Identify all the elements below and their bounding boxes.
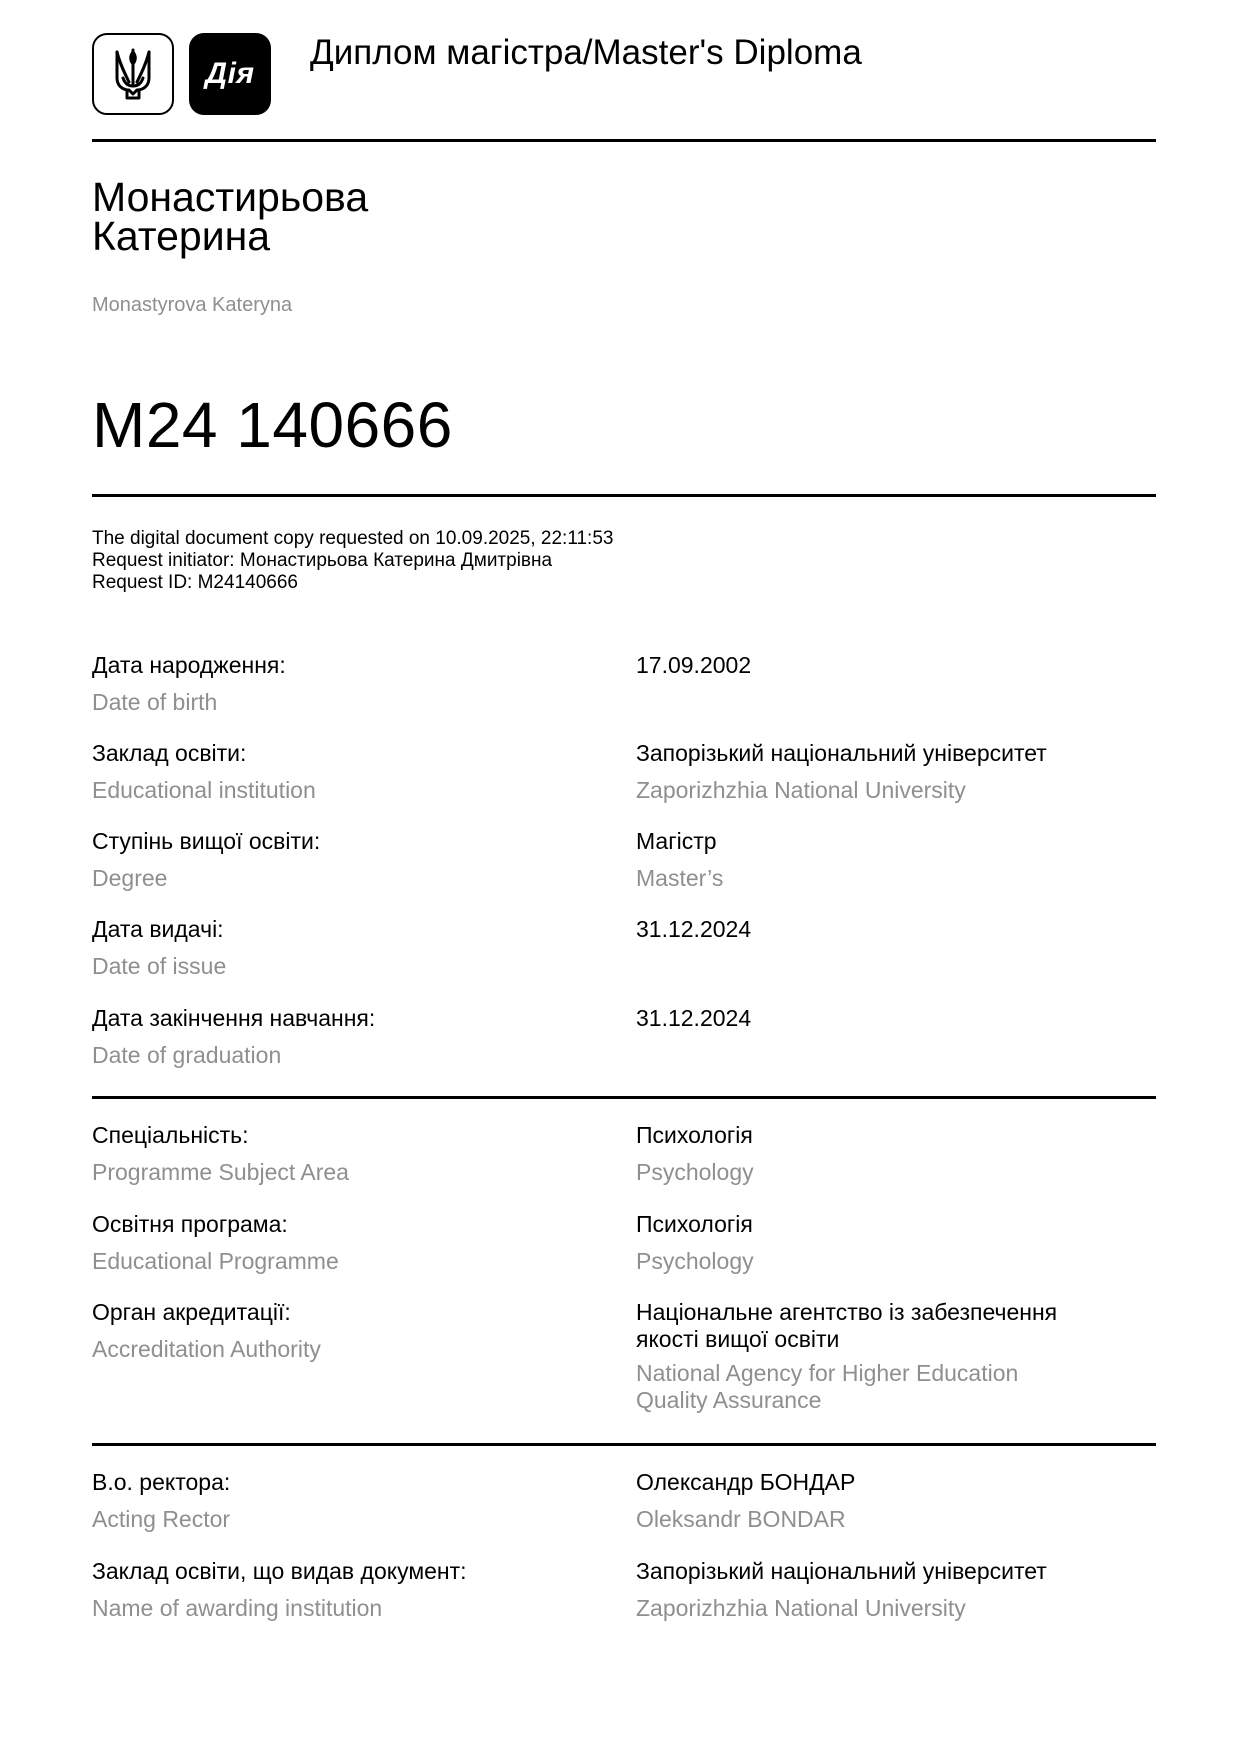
field-value-en: Oleksandr BONDAR — [636, 1506, 846, 1532]
field-value-en: Master’s — [636, 865, 724, 891]
document-number: M24 140666 — [92, 389, 453, 461]
field-label-ua: В.о. ректора: — [92, 1469, 231, 1495]
field-value-ua: Запорізький національний університет — [636, 740, 1047, 766]
field-label-ua: Спеціальність: — [92, 1122, 249, 1148]
divider — [92, 1096, 1156, 1099]
document-header — [92, 33, 1156, 115]
request-initiator-line: Request initiator: Монастирьова Катерина Дмитрівна — [92, 550, 553, 571]
field-label-ua: Заклад освіти: — [92, 740, 247, 766]
field-label-ua: Заклад освіти, що видав документ: — [92, 1558, 467, 1584]
field-value-ua: Запорізький національний університет — [636, 1558, 1047, 1584]
field-label-en: Degree — [92, 865, 168, 891]
holder-surname: Монастирьова — [92, 174, 369, 220]
request-id-line: Request ID: M24140666 — [92, 572, 298, 593]
divider — [92, 139, 1156, 142]
field-value-en: Psychology — [636, 1159, 754, 1185]
field-value-ua: 17.09.2002 — [636, 652, 752, 678]
field-value-en-line2: Quality Assurance — [636, 1387, 822, 1413]
field-label-en: Date of graduation — [92, 1042, 282, 1068]
divider — [92, 494, 1156, 497]
holder-given-name: Катерина — [92, 213, 271, 259]
divider — [92, 1443, 1156, 1446]
field-label-en: Acting Rector — [92, 1506, 231, 1532]
trident-emblem-svg — [111, 44, 155, 104]
field-label-ua: Дата видачі: — [92, 916, 224, 942]
field-value-ua-line2: якості вищої освіти — [636, 1326, 840, 1352]
field-label-en: Date of issue — [92, 953, 227, 979]
field-value-en: Zaporizhzhia National University — [636, 777, 966, 803]
field-label-en: Name of awarding institution — [92, 1595, 383, 1621]
field-label-en: Educational institution — [92, 777, 316, 803]
holder-name-ua — [92, 174, 369, 259]
trident-icon — [92, 33, 174, 115]
field-value-ua: Психологія — [636, 1122, 753, 1148]
field-label-en: Date of birth — [92, 689, 218, 715]
field-label-ua: Дата народження: — [92, 652, 286, 678]
field-label-ua: Ступінь вищої освіти: — [92, 828, 321, 854]
holder-name-en: Monastyrova Kateryna — [92, 294, 293, 316]
field-value-en-line1: National Agency for Higher Education — [636, 1360, 1019, 1386]
diia-logo-text: Дія — [205, 57, 255, 90]
field-label-ua: Дата закінчення навчання: — [92, 1005, 376, 1031]
field-label-en: Educational Programme — [92, 1248, 339, 1274]
field-value-ua-line1: Національне агентство із забезпечення — [636, 1299, 1058, 1325]
field-value-en: Psychology — [636, 1248, 754, 1274]
field-value-ua: 31.12.2024 — [636, 1005, 752, 1031]
diia-logo — [189, 33, 271, 115]
field-value-ua: Психологія — [636, 1211, 753, 1237]
field-value-ua: Олександр БОНДАР — [636, 1469, 856, 1495]
field-label-ua: Орган акредитації: — [92, 1299, 291, 1325]
field-value-ua: Магістр — [636, 828, 717, 854]
request-metadata — [92, 528, 613, 594]
document-title: Диплом магістра/Master's Diploma — [310, 33, 862, 72]
field-label-en: Programme Subject Area — [92, 1159, 349, 1185]
field-label-ua: Освітня програма: — [92, 1211, 288, 1237]
field-value-en: Zaporizhzhia National University — [636, 1595, 966, 1621]
field-value-ua: 31.12.2024 — [636, 916, 752, 942]
request-date-line: The digital document copy requested on 10.09.2025, 22:11:53 — [92, 528, 614, 549]
diploma-document — [92, 0, 1156, 1756]
field-label-en: Accreditation Authority — [92, 1336, 321, 1362]
